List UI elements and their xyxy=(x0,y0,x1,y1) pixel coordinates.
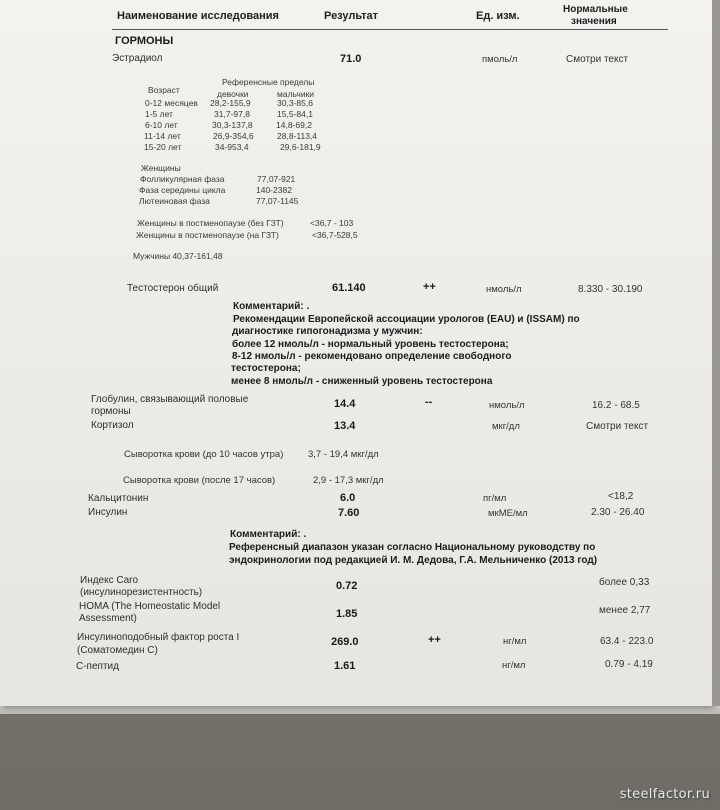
cortisol-unit: мкг/дл xyxy=(492,421,520,432)
ref-row-girls: 34-953,4 xyxy=(215,142,249,152)
cortisol-ref-morning-range: 3,7 - 19,4 мкг/дл xyxy=(308,449,379,460)
ref-row-age: 15-20 лет xyxy=(144,142,182,152)
igf-unit: нг/мл xyxy=(503,636,527,647)
homa-ref: менее 2,77 xyxy=(599,605,651,616)
insulin-value: 7.60 xyxy=(338,507,360,519)
calcitonin-unit: пг/мл xyxy=(483,493,507,504)
ref-row-age: 6-10 лет xyxy=(145,120,178,130)
watermark: steelfactor.ru xyxy=(619,787,710,802)
estradiol-value: 71.0 xyxy=(340,53,362,65)
estradiol-ref: Смотри текст xyxy=(566,54,629,65)
cpeptide-name: С-пептид xyxy=(76,661,119,672)
homa-name-2: Assessment) xyxy=(79,613,137,624)
comment2-line: эндокринологии под редакцией И. М. Дедова, Г.А. Мельниченко (2013 год) xyxy=(229,555,598,566)
header-divider xyxy=(112,29,668,30)
ref-col-age: Возраст xyxy=(148,85,180,95)
header-name: Наименование исследования xyxy=(117,10,279,22)
ref-row-boys: 14,8-69,2 xyxy=(276,120,312,130)
postmenopause-1-range: <36,7 - 103 xyxy=(310,218,354,228)
women-range: 77,07-921 xyxy=(257,174,296,184)
ref-row-girls: 30,3-137,8 xyxy=(212,120,253,130)
igf-name-2: (Соматомедин С) xyxy=(77,645,158,656)
igf-flag: ++ xyxy=(428,634,441,646)
calcitonin-name: Кальцитонин xyxy=(88,493,149,504)
cpeptide-value: 1.61 xyxy=(334,660,356,672)
cortisol-ref-morning: Сыворотка крови (до 10 часов утра) xyxy=(124,449,284,460)
igf-value: 269.0 xyxy=(331,636,359,648)
cpeptide-ref: 0.79 - 4.19 xyxy=(605,659,653,670)
header-result: Результат xyxy=(324,10,379,22)
ref-row-age: 1-5 лет xyxy=(145,109,173,119)
cortisol-value: 13.4 xyxy=(334,420,356,432)
homa-name-1: HOMA (The Homeostatic Model xyxy=(79,601,221,612)
estradiol-name: Эстрадиол xyxy=(112,53,163,64)
header-normal-1: Нормальные xyxy=(563,4,628,15)
women-phase: Лютеиновая фаза xyxy=(139,196,210,206)
cpeptide-unit: нг/мл xyxy=(502,660,526,671)
comment1-line: 8-12 нмоль/л - рекомендовано определение свободного xyxy=(232,351,512,362)
insulin-ref: 2.30 - 26.40 xyxy=(591,507,645,518)
ref-row-girls: 31,7-97,8 xyxy=(214,109,250,119)
ref-col-boys: мальчики xyxy=(277,89,315,99)
cortisol-name: Кортизол xyxy=(91,420,134,431)
cortisol-ref-evening-range: 2,9 - 17,3 мкг/дл xyxy=(313,475,384,486)
insulin-name: Инсулин xyxy=(88,507,128,518)
caro-name-1: Индекс Caro xyxy=(80,575,139,586)
igf-name-1: Инсулиноподобный фактор роста I xyxy=(77,632,240,643)
caro-ref: более 0,33 xyxy=(599,577,650,588)
igf-ref: 63.4 - 223.0 xyxy=(600,636,654,647)
ref-row-boys: 28,8-113,4 xyxy=(277,131,318,141)
testosterone-unit: нмоль/л xyxy=(486,284,522,295)
testosterone-name: Тестостерон общий xyxy=(127,283,219,294)
estradiol-unit: пмоль/л xyxy=(482,54,518,65)
shbg-name-1: Глобулин, связывающий половые xyxy=(91,394,249,405)
caro-value: 0.72 xyxy=(336,580,358,592)
section-title: ГОРМОНЫ xyxy=(115,35,174,47)
ref-row-boys: 29,6-181,9 xyxy=(280,142,321,152)
cortisol-ref: Смотри текст xyxy=(586,421,649,432)
women-range: 140-2382 xyxy=(256,185,292,195)
caro-name-2: (инсулинорезистентность) xyxy=(80,587,203,598)
women-phase: Фолликулярная фаза xyxy=(140,174,225,184)
shbg-name-2: гормоны xyxy=(91,406,131,417)
comment2-line: Комментарий: . xyxy=(230,529,307,540)
calcitonin-value: 6.0 xyxy=(340,492,356,504)
postmenopause-1: Женщины в постменопаузе (без ГЗТ) xyxy=(137,218,284,228)
comment1-line: Рекомендации Европейской ассоциации урологов (EAU) и (ISSAM) по xyxy=(233,314,580,325)
cortisol-ref-evening: Сыворотка крови (после 17 часов) xyxy=(123,475,276,486)
ref-row-boys: 15,5-84,1 xyxy=(277,109,313,119)
postmenopause-2: Женщины в постменопаузе (на ГЗТ) xyxy=(136,230,279,240)
comment2-line: Референсный диапазон указан согласно Национальному руководству по xyxy=(229,542,596,553)
header-units: Ед. изм. xyxy=(476,10,520,22)
testosterone-ref: 8.330 - 30.190 xyxy=(578,284,643,295)
testosterone-value: 61.140 xyxy=(332,282,366,294)
header-normal-2: значения xyxy=(571,16,617,27)
ref-row-age: 0-12 месяцев xyxy=(145,98,198,108)
testosterone-flag: ++ xyxy=(423,281,436,293)
women-phase: Фаза середины цикла xyxy=(139,185,226,195)
postmenopause-2-range: <36,7-528,5 xyxy=(312,230,358,240)
right-frame xyxy=(712,0,720,706)
shbg-flag: -- xyxy=(425,396,433,408)
ref-row-boys: 30,3-85,6 xyxy=(277,98,313,108)
shbg-ref: 16.2 - 68.5 xyxy=(592,400,640,411)
comment1-line: диагностике гипогонадизма у мужчин: xyxy=(232,326,423,337)
women-title: Женщины xyxy=(141,163,181,173)
calcitonin-ref: <18,2 xyxy=(608,491,634,502)
ref-row-girls: 28,2-155,9 xyxy=(210,98,251,108)
ref-table-title: Референсные пределы xyxy=(222,77,315,87)
comment1-line: Комментарий: . xyxy=(233,301,310,312)
ref-row-age: 11-14 лет xyxy=(144,131,181,141)
comment1-line: менее 8 нмоль/л - сниженный уровень тестостерона xyxy=(231,376,493,387)
ref-col-girls: девочки xyxy=(217,89,249,99)
comment1-line: более 12 нмоль/л - нормальный уровень тестостерона; xyxy=(232,339,509,350)
shbg-value: 14.4 xyxy=(334,398,356,410)
comment1-line: тестостерона; xyxy=(231,363,301,374)
ref-row-girls: 26,9-354,6 xyxy=(213,131,254,141)
homa-value: 1.85 xyxy=(336,608,358,620)
insulin-unit: мкМЕ/мл xyxy=(488,508,528,519)
women-range: 77,07-1145 xyxy=(256,196,299,206)
shbg-unit: нмоль/л xyxy=(489,400,525,411)
men-range: Мужчины 40,37-161,48 xyxy=(133,251,223,261)
